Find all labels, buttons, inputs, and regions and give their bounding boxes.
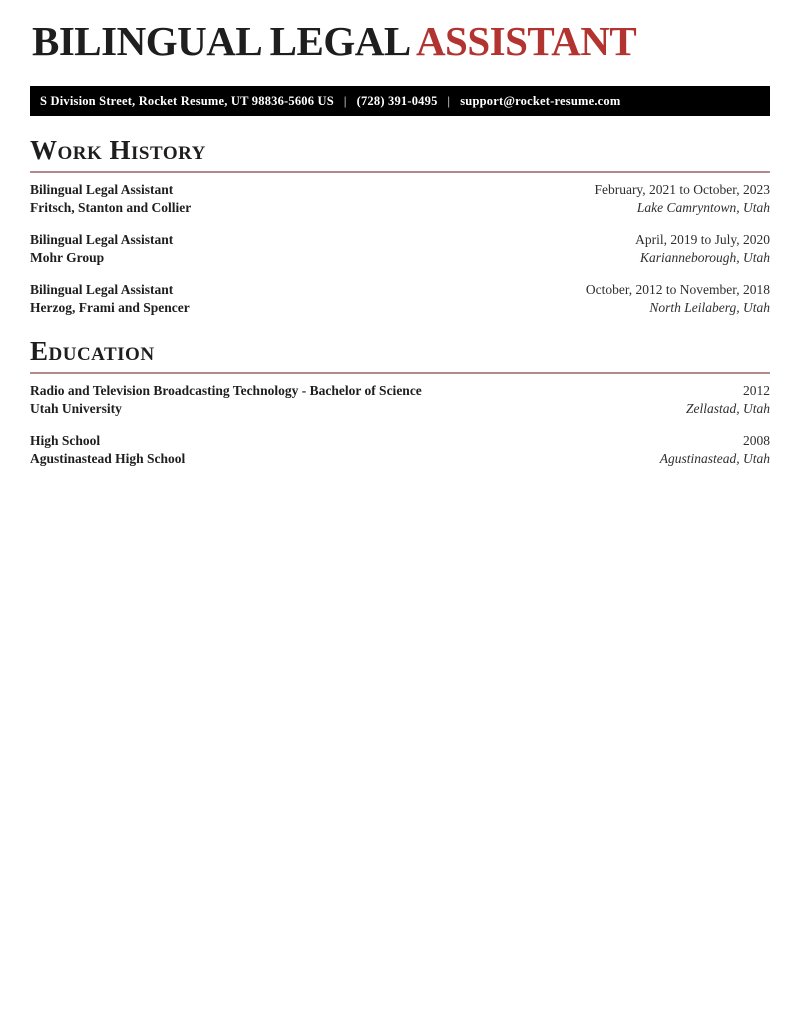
education-entries (30, 382, 770, 468)
school-location: Zellastad, Utah (685, 401, 770, 417)
contact-separator: | (343, 93, 347, 108)
work-entry (30, 281, 770, 317)
job-title: Bilingual Legal Assistant (30, 282, 174, 298)
job-title: Bilingual Legal Assistant (30, 182, 174, 198)
education-entry-row (30, 450, 770, 468)
resume-title (32, 20, 770, 63)
degree-name: High School (30, 433, 101, 449)
resume-content (0, 20, 800, 468)
education-entry-row (30, 400, 770, 418)
education-entry (30, 382, 770, 418)
job-company: Fritsch, Stanton and Collier (30, 200, 192, 216)
graduation-year: 2008 (743, 433, 770, 449)
work-entry-row (30, 231, 770, 249)
contact-bar (30, 86, 770, 116)
work-entry-row (30, 181, 770, 199)
work-entry (30, 231, 770, 267)
school-name: Utah University (30, 401, 122, 417)
education-entry (30, 432, 770, 468)
work-entry-row (30, 199, 770, 217)
job-company: Mohr Group (30, 250, 105, 266)
work-entry-row (30, 249, 770, 267)
job-company: Herzog, Frami and Spencer (30, 300, 190, 316)
job-dates: October, 2012 to November, 2018 (585, 282, 770, 298)
section-heading-work-history: Work History (30, 135, 770, 173)
graduation-year: 2012 (743, 383, 770, 399)
resume-title-accent: ASSISTANT (415, 18, 637, 64)
section-heading-education: Education (30, 336, 770, 374)
resume-title-primary: BILINGUAL LEGAL (32, 18, 409, 64)
contact-separator: | (447, 93, 451, 108)
school-location: Agustinastead, Utah (659, 451, 770, 467)
work-entry-row (30, 299, 770, 317)
school-name: Agustinastead High School (30, 451, 186, 467)
job-dates: April, 2019 to July, 2020 (635, 232, 770, 248)
education-entry-row (30, 382, 770, 400)
work-entry (30, 181, 770, 217)
degree-name: Radio and Television Broadcasting Technology - Bachelor of Science (30, 383, 422, 399)
job-title: Bilingual Legal Assistant (30, 232, 174, 248)
work-entry-row (30, 281, 770, 299)
contact-phone: (728) 391-0495 (356, 93, 438, 108)
job-location: North Leilaberg, Utah (649, 300, 770, 316)
job-dates: February, 2021 to October, 2023 (594, 182, 770, 198)
contact-email: support@rocket-resume.com (460, 93, 621, 108)
education-entry-row (30, 432, 770, 450)
work-history-entries (30, 181, 770, 317)
contact-address: S Division Street, Rocket Resume, UT 98836-5606 US (40, 93, 334, 108)
job-location: Lake Camryntown, Utah (636, 200, 770, 216)
job-location: Karianneborough, Utah (639, 250, 770, 266)
